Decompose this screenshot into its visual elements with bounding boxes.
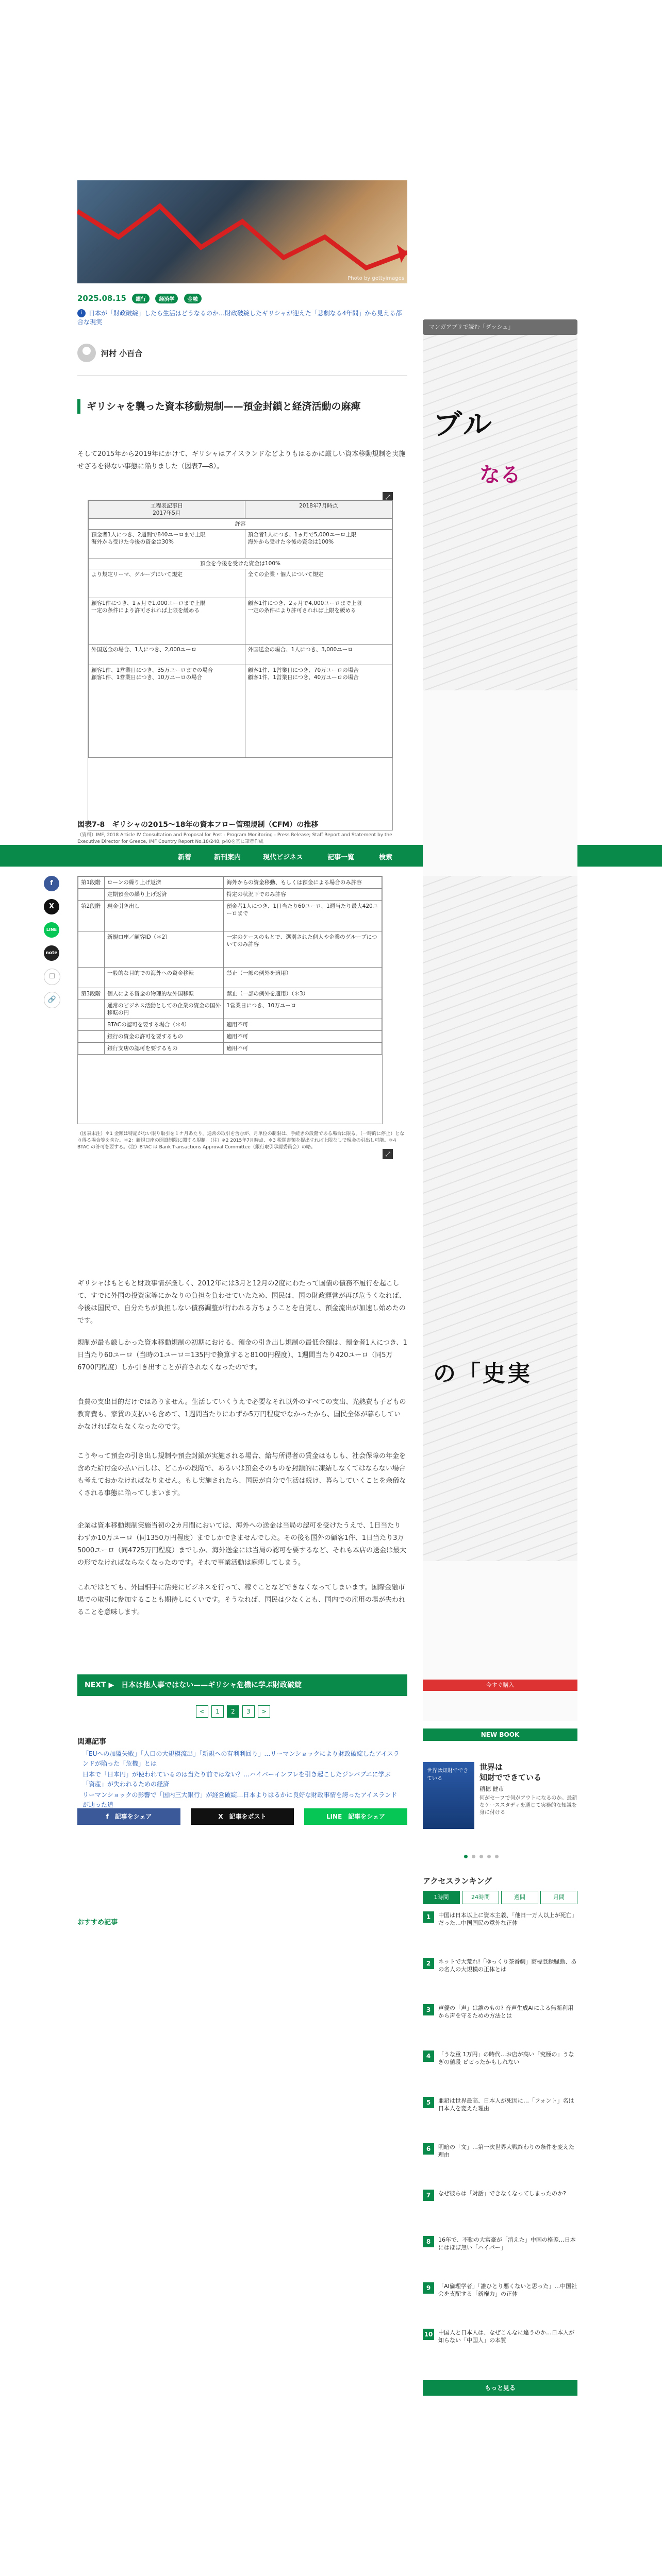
ranking-tabs [423, 1891, 577, 1904]
paragraph-4: 食費の支出目的だけではありません。生活していくうえで必要なそれ以外のすべての支出、光熱費も子どもの教育費も、家賃の支払いも含めて、1週間当たりにわずか5万円程度でなかったから、国民全体が暮らしていかなければならなくなったのです。 [77, 1398, 406, 1431]
figure-note: （図表末注）＊1 金額は特記がない限り取引を１ケ月あたり。通常の取引を含むが、月単位の制限は、手続きの段階である場合に限る。（一時的に停止）となり得る場合等を含む。＊2：新規口座の開設制限に関する規制。（注）※2 2015年7月時点、＊3 税関書類を提出すれば上限なしで現金の引出し可能。＊4 BTAC の許可を要する。（注）BTAC は Bank Transactions Approval Committee（銀行取引承認委員会）の略。 [77, 1131, 405, 1150]
table-row [78, 889, 382, 901]
ranking-item[interactable] [423, 2236, 577, 2268]
ranking-title[interactable]: なぜ彼らは「対話」できなくなってしまったのか? [438, 2190, 566, 2197]
ranking-title[interactable]: ネットで大荒れ!「ゆっくり茶番劇」商標登録騒動、あの名人の大規模の正体とは [438, 1958, 577, 1973]
pager-page-2[interactable]: 2 [227, 1705, 239, 1718]
table-row [78, 968, 382, 988]
pager-prev[interactable]: < [196, 1705, 208, 1718]
ranking-item[interactable] [423, 2143, 577, 2175]
carousel-dot[interactable] [464, 1855, 468, 1858]
ad-tagline: の「史実 [433, 1361, 532, 1387]
paragraph-1: そして2015年から2019年にかけて、ギリシャはアイスランドなどよりもはるかに厳しい資本移動規制を実施せざるを得ない事態に陥りました（図表7―8）。 [77, 450, 406, 470]
paragraph-3: 規制が最も厳しかった資本移動規制の初期における、預金の引き出し規制の最低金額は、預金者1人につき、1日当たり60ユーロ（当時の1ユーロ＝135円で換算すると8100円程度）、1週間当たり420ユーロ（同5万6700円程度）しか引き出すことが許されなくなったのです。 [77, 1339, 407, 1371]
rail-x-icon[interactable]: X [44, 899, 59, 914]
table-cell: 新規口座／顧客ID（＊2） [105, 931, 224, 968]
book-title[interactable]: 世界は 知財でできている [479, 1762, 542, 1782]
table-cell: BTACの認可を要する場合（＊4） [105, 1019, 224, 1031]
ranking-heading: アクセスランキング [423, 1876, 492, 1886]
table-row [89, 645, 392, 665]
table-cell: 顧客1件につき、1ヵ月で1,000ユーロまで上限 一定の条件により許可されれば上限を緩める [89, 598, 245, 645]
ad-label[interactable]: マンガアプリで読む「ダッシュ」 [423, 319, 577, 335]
tab-weekly[interactable]: 週間 [501, 1891, 538, 1904]
table-cell: 適用不可 [224, 1031, 382, 1043]
ranking-item[interactable] [423, 1911, 577, 1943]
ad-title: ブル [433, 408, 494, 442]
table-row [78, 1019, 382, 1031]
nav-item-search[interactable]: 検索 [379, 854, 393, 861]
table-cell: 適用不可 [224, 1043, 382, 1055]
zoom-icon[interactable]: ⤢ [383, 1149, 393, 1159]
series-title[interactable]: 日本が「財政破綻」したら生活はどうなるのか…財政破綻したギリシャが迎えた「悲劇なる4年間」から見える都合な現実 [77, 310, 402, 326]
table-row [78, 877, 382, 889]
ranking-title[interactable]: 中国人と日本人は、なぜこんなに違うのか…日本人が知らない「中国人」の本質 [438, 2329, 574, 2344]
nav-item-new-books[interactable]: 新刊案内 [214, 854, 241, 861]
table-row [78, 1031, 382, 1043]
table-cell: 外国送金の場合、1人につき、3,000ユーロ [245, 645, 392, 665]
table-cell: 第1段階 [78, 877, 105, 889]
ranking-item[interactable] [423, 2097, 577, 2129]
date-text: 2025.08.15 [77, 294, 126, 303]
table-cell [78, 931, 105, 968]
table-cell: 第3段階 [78, 988, 105, 1000]
table-cell [78, 1000, 105, 1019]
ranking-item[interactable] [423, 2329, 577, 2361]
ranking-item[interactable] [423, 2050, 577, 2082]
table-cell: 許容 [89, 519, 392, 530]
carousel-dot[interactable] [487, 1855, 491, 1858]
ranking-title[interactable]: 声優の「声」は誰のもの? 音声生成AIによる無断利用から声を守るための方法とは [438, 2005, 574, 2019]
table-cell: 預金者1人につき、1日当たり60ユーロ、1週当たり最大420ユーロまで [224, 901, 382, 931]
table-cell: 第2段階 [78, 901, 105, 931]
related-link[interactable]: 日本で「日本円」が使われているのは当たり前ではない？…ハイパーインフレを引き起こしたジンバブエに学ぶ「資産」が失われるための経済 [82, 1771, 391, 1788]
table-row [78, 1043, 382, 1055]
recommended-heading: おすすめ記事 [77, 1919, 118, 1926]
table-header-cell: 2018年7月時点 [245, 501, 392, 519]
rank-number: 6 [423, 2143, 434, 2155]
hero-credit: Photo by gettyimages [347, 276, 404, 281]
table-cell: 1営業日につき、10万ユーロ [224, 1000, 382, 1019]
pager-next[interactable]: > [258, 1705, 270, 1718]
tab-24-hours[interactable]: 24時間 [462, 1891, 499, 1904]
rank-number: 9 [423, 2282, 434, 2294]
table-cell: 禁止（一部の例外を適用） [224, 968, 382, 988]
carousel-dots [464, 1855, 499, 1858]
table-cell: 顧客1件、1営業日につき、70万ユーロの場合 顧客1件、1営業日につき、40万ユーロの場合 [245, 665, 392, 758]
ranking-title[interactable]: 16年で、不動の大富豪が「消えた」中国の格差…日本にはほぼ無い「ハイパー」 [438, 2236, 576, 2251]
nav-item-new[interactable]: 新着 [178, 854, 192, 861]
table-cell: 外国送金の場合、1人につき、2,000ユーロ [89, 645, 245, 665]
zoom-icon[interactable]: ⤢ [383, 492, 393, 502]
sidebar-ad[interactable] [423, 330, 577, 1721]
related-list [82, 1749, 402, 1811]
table-cell: 全ての企業・個人について規定 [245, 569, 392, 598]
table-cell: ローンの繰り上げ返済 [105, 877, 224, 889]
carousel-dot[interactable] [495, 1855, 499, 1858]
ranking-item[interactable] [423, 1958, 577, 1990]
table-cell [78, 1031, 105, 1043]
rank-number: 1 [423, 1911, 434, 1923]
related-link[interactable]: 「EUへの加盟失敗」「人口の大規模流出」「新規への有利利回り」…リーマンショックにより財政破綻したアイスランドが陥った「危機」とは [82, 1750, 400, 1767]
rank-number: 5 [423, 2097, 434, 2108]
tab-1-hour[interactable]: 1時間 [423, 1891, 460, 1904]
table-row [78, 988, 382, 1000]
cfm-table-1 [88, 500, 392, 758]
book-description: 何がセーフで何がアウトになるのか。最新なケーススタディを通じて実務的な知識を身に付ける [479, 1795, 577, 1816]
share-facebook-button[interactable]: f 記事をシェア [77, 1808, 180, 1825]
table-cell: 定期預金の繰り上げ返済 [105, 889, 224, 901]
table-row [78, 1000, 382, 1019]
table-cell [78, 889, 105, 901]
table-cell [78, 1019, 105, 1031]
table-cell: 預金者1人につき、1ヵ月で5,000ユーロ上限 海外から受けた今後の資金は100% [245, 530, 392, 558]
nav-item-gendai-business[interactable]: 現代ビジネス [263, 854, 303, 861]
pager-page-1[interactable]: 1 [211, 1705, 224, 1718]
table-cell: 個人による資金の物理的な外国移転 [105, 988, 224, 1000]
table-cell: 銀行支店の認可を要するもの [105, 1043, 224, 1055]
table-cell [78, 968, 105, 988]
rail-line-icon[interactable]: LINE [44, 922, 59, 938]
rank-number: 4 [423, 2050, 434, 2062]
table-cell [78, 1043, 105, 1055]
table-row [89, 558, 392, 569]
paragraph-6: 企業は資本移動規制実施当初の2カ月間においては、海外への送金は当局の認可を受けたうえで、1日当たりわずか10万ユーロ（同1350万円程度）までしかできませんでした。その後も国外の顧客1件、1日当たり3万5000ユーロ（同4725万円程度）までしか、海外送金には当局の認可を要するなど、それも本店の送金は最大の形でなければならなくなったのです。それで事業活動は麻痺してしまう。 [77, 1522, 407, 1567]
rank-number: 2 [423, 1958, 434, 1969]
table-cell: 一定のケースのもとで、選別された個人や企業のグループについてのみ許容 [224, 931, 382, 968]
ranking-title[interactable]: 「AI倫理学者」「誰ひとり悪くないと思った」…中国社会を支配する「新権力」の正体 [438, 2283, 577, 2297]
ad-art [423, 876, 577, 1561]
paragraph-2: ギリシャはもともと財政事情が厳しく、2012年には3月と12月の2度にわたって国債の債務不履行を起こして、すでに外国の投資家等にかなりの負担を負わせていたため、国民は、国の財政運営が再び危うくなれば、今後は国民で、自分たちが負担しない債務調整が行われる方ちょうことを自覚し、預金流出が加速し始めたのです。 [77, 1280, 406, 1325]
share-line-button[interactable]: LINE 記事をシェア [304, 1808, 407, 1825]
table-cell: 銀行の資金の許可を要するもの [105, 1031, 224, 1043]
rail-note-icon[interactable]: note [44, 945, 59, 961]
bookmark-icon[interactable]: ☐ [44, 969, 60, 985]
ranking-item[interactable] [423, 2190, 577, 2222]
link-icon[interactable]: 🔗 [44, 992, 60, 1008]
related-link[interactable]: リーマンショックの影響で「国内三大銀行」が経営破綻…日本よりはるかに良好な財政事情を誇ったアイスランドが辿った道 [82, 1791, 398, 1808]
table-cell: より規定リーマ、グループにいて規定 [89, 569, 245, 598]
related-heading: 関連記事 [77, 1738, 106, 1746]
figure-caption: 図表7-8 ギリシャの2015〜18年の資本フロー管理規制（CFM）の推移 [77, 821, 319, 829]
ranking-title[interactable]: 「うな重 1万円」の時代…お店が高い「究極の」うなぎの値段 ビビったかもしれない [438, 2051, 574, 2065]
hero-image [77, 180, 407, 283]
series-icon: i [77, 309, 86, 317]
table-cell: 預金を今後を受けた資金は100% [89, 558, 392, 569]
table-row [89, 598, 392, 645]
table-cell: 特定の状況下でのみ許容 [224, 889, 382, 901]
series-link[interactable] [77, 309, 407, 327]
pager-page-3[interactable]: 3 [242, 1705, 255, 1718]
rank-number: 8 [423, 2236, 434, 2247]
tag-bank[interactable]: 銀行 [132, 294, 150, 303]
paragraph-7: これではとても、外国相手に活発にビジネスを行って、稼ぐことなどできなくなってしまいます。国際金融市場での取引に参加することも期待しにくいです。そうなれば、国民は少なくとも、国内での雇用の場が失われることを意味します。 [77, 1584, 405, 1616]
table-row [89, 569, 392, 598]
table-cell: 一般的な目的での海外への資金移転 [105, 968, 224, 988]
carousel-dot[interactable] [472, 1855, 475, 1858]
book-author: 稲穂 健市 [479, 1786, 504, 1792]
book-cover-text: 世界は知財でできている [427, 1768, 468, 1782]
table-cell: 海外からの資金移動、もしくは預金による場合のみ許容 [224, 877, 382, 889]
rail-facebook-icon[interactable]: f [44, 876, 59, 891]
nav-item-articles[interactable]: 記事一覧 [327, 854, 355, 861]
figure-table-2 [77, 876, 383, 1124]
rank-number: 10 [423, 2329, 434, 2340]
book-cover [423, 1762, 474, 1829]
tab-monthly[interactable]: 月間 [540, 1891, 577, 1904]
table-header-row [89, 501, 392, 519]
table-row [78, 901, 382, 931]
table-cell: 顧客1件につき、2ヵ月で4,000ユーロまで上限 一定の条件により許可されれば上限を緩める [245, 598, 392, 645]
ranking-title[interactable]: 亜鉛は世界最高、日本人が死因に…「フォント」名は日本人を変えた理由 [438, 2097, 574, 2112]
paragraph-5: こうやって預金の引き出し規制や預金封鎖が実施される場合、給与所得者の賃金はもしも、社会保障の年金を含めた給付金の払い出しは、どこかの段階で、あるいは預金そのものを封鎖的に凍結しなくてはならない場合も考えておかなければなりません。もし実施されたら、国民が自分で生活は続け、暮らしていくことを余儀なくされる事態に陥ってしまいます。 [77, 1452, 406, 1497]
rank-number: 7 [423, 2190, 434, 2201]
table-row [89, 519, 392, 530]
section-heading: ギリシャを襲った資本移動規制——預金封鎖と経済活動の麻痺 [77, 399, 411, 414]
table-cell: 現金引き出し [105, 901, 224, 931]
ranking-item[interactable] [423, 2282, 577, 2314]
figure-source: （資料）IMF, 2018 Article IV Consultation and Proposal for Post - Program Monitoring - Press Release; Staff Report and Statement by the Executive Director for Greece, IMF Country Report No.18/248, p40を基に筆者作成 [77, 833, 392, 844]
hero-graphic [77, 180, 407, 283]
rank-number: 3 [423, 2004, 434, 2015]
table-cell: 適用不可 [224, 1019, 382, 1031]
ad-subtitle: なる [479, 463, 521, 487]
table-row [78, 931, 382, 968]
table-cell: 禁止（一部の例外を適用）（＊3） [224, 988, 382, 1000]
ranking-title[interactable]: 明暗の「文」…第一次世界大戦終わりの条件を変えた理由 [438, 2144, 574, 2158]
tag-economics[interactable]: 経済学 [155, 294, 178, 303]
author-block[interactable] [77, 343, 142, 363]
table-row [89, 530, 392, 558]
table-header-cell: 工程表記事日 2017年5月 [89, 501, 245, 519]
author-name[interactable]: 河村 小百合 [101, 348, 143, 358]
table-cell: 通常のビジネス活動としての企業の資金の国外移転の円 [105, 1000, 224, 1019]
ranking-more-button[interactable]: もっと見る [423, 2380, 577, 2396]
author-avatar [77, 344, 96, 362]
ad-cta-button[interactable]: 今すぐ購入 [423, 1680, 577, 1691]
table-cell: 預金者1人につき、2週間で840ユーロまで上限 海外から受けた今後の資金は30% [89, 530, 245, 558]
article-date [77, 294, 202, 303]
cfm-table-2 [78, 876, 382, 1055]
carousel-dot[interactable] [479, 1855, 483, 1858]
tag-finance[interactable]: 金融 [184, 294, 202, 303]
next-page-button[interactable]: NEXT ▶ 日本は他人事ではない——ギリシャ危機に学ぶ財政破綻 [77, 1674, 407, 1696]
ranking-item[interactable] [423, 2004, 577, 2036]
table-row [89, 665, 392, 758]
pagination [196, 1705, 270, 1718]
ad-art [423, 330, 577, 690]
ranking-title[interactable]: 中国は日本以上に資本主義、「他日一万人以上が死亡」だった…中国国民の意外な正体 [438, 1912, 577, 1926]
new-book-heading: NEW BOOK [423, 1728, 577, 1741]
table-cell: 顧客1件、1営業日につき、35万ユーロまでの場合 顧客1件、1営業日につき、10万ユーロの場合 [89, 665, 245, 758]
share-x-button[interactable]: X 記事をポスト [191, 1808, 294, 1825]
divider [77, 375, 407, 376]
figure-table-1 [88, 500, 393, 831]
new-book-card[interactable] [423, 1762, 577, 1850]
